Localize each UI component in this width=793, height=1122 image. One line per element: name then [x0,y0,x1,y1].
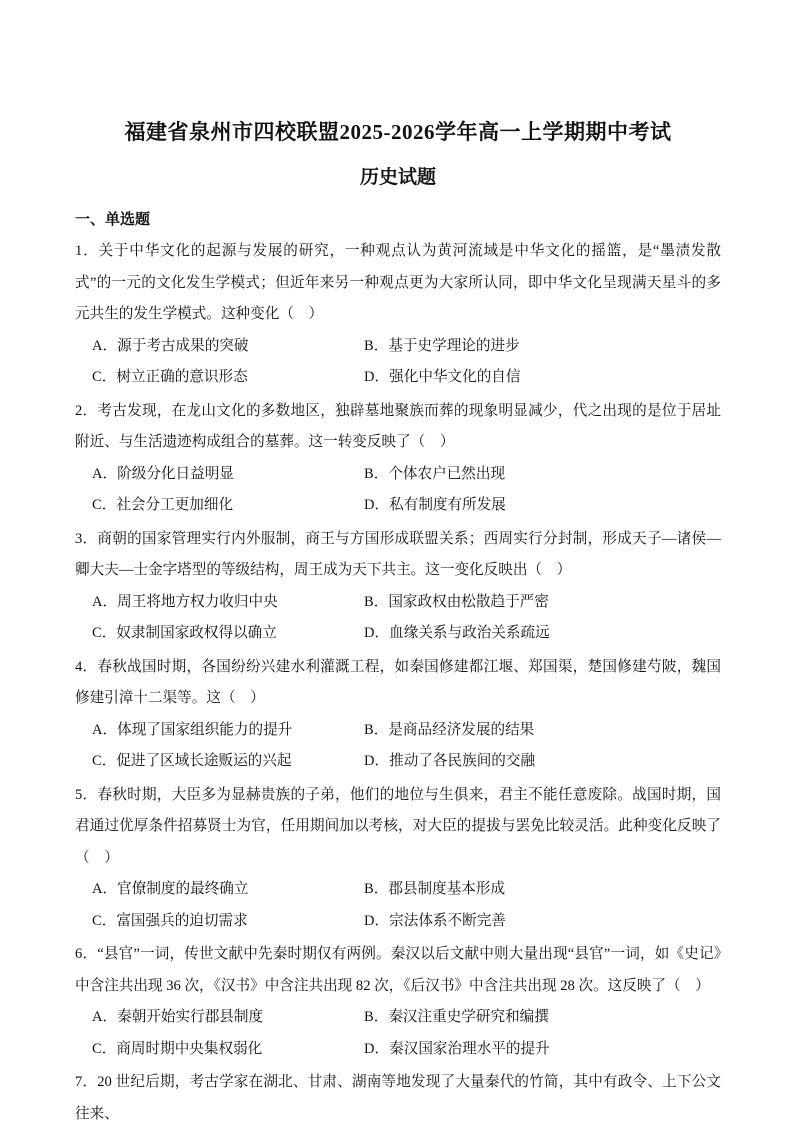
question-block-4 [75,652,721,778]
option-c: C．商周时期中央集权弱化 [92,1040,263,1057]
option-d: D．宗法体系不断完善 [364,912,506,929]
option-a: A．体现了国家组织能力的提升 [92,721,293,738]
question-stem: 2．考古发现，在龙山文化的多数地区，独辟墓地聚族而葬的现象明显减少，代之出现的是位于居址附近、与生活遗迹构成组合的墓葬。这一转变反映了（ ） [75,402,721,450]
option-c: C．奴隶制国家政权得以确立 [92,625,277,641]
question-block-2 [75,396,721,522]
option-a: A．秦朝开始实行郡县制度 [92,1009,264,1025]
question-options [75,459,721,522]
option-d: D．秦汉国家治理水平的提升 [364,1040,550,1057]
question-options [75,874,721,937]
question-stem: 6．“县官”一词，传世文献中先秦时期仅有两例。秦汉以后文献中则大量出现“县官”一词，如《史记》中含注共出现 36 次，《汉书》中含注共出现 82 次，《后汉书》中含注共出现 28 次。这反映了（ ） [75,946,721,994]
question-stem: 4．春秋战国时期，各国纷纷兴建水利灌溉工程，如秦国修建都江堰、郑国渠，楚国修建芍陂，魏国修建引漳十二渠等。这（ ） [75,658,721,706]
option-b: B．是商品经济发展的结果 [364,721,535,738]
question-block-6 [75,939,721,1065]
option-d: D．推动了各民族间的交融 [364,753,536,769]
question-block-1 [75,236,721,394]
document-title: 福建省泉州市四校联盟2025-2026学年高一上学期期中考试 [124,120,672,144]
option-d: D．血缘关系与政治关系疏远 [364,625,550,641]
option-b: B．个体农户已然出现 [364,465,506,482]
question-stem: 7．20 世纪后期，考古学家在湖北、甘肃、湖南等地发现了大量秦代的竹简，其中有政令、上下公文往来、 [75,1074,721,1122]
option-d: D．强化中华文化的自信 [364,369,521,385]
question-options [75,331,721,394]
question-options [75,1002,721,1065]
question-block-3 [75,524,721,650]
question-stem: 5．春秋时期，大臣多为显赫贵族的子弟，他们的地位与生俱来，君主不能任意废除。战国时期，国君通过优厚条件招募贤士为官，任用期间加以考核，对大臣的提拔与罢免比较灵活。此种变化反映了（ ） [75,786,721,866]
option-b: B．秦汉注重史学研究和编撰 [364,1009,549,1025]
question-stem: 1．关于中华文化的起源与发展的研究，一种观点认为黄河流域是中华文化的摇篮，是“墨渍发散式”的一元的文化发生学模式；但近年来另一种观点更为大家所认同，即中华文化呈现满天星斗的多元共生的发生学模式。这种变化（ ） [75,243,721,322]
question-options [75,715,721,778]
option-b: B．基于史学理论的进步 [364,337,520,354]
option-c: C．社会分工更加细化 [92,497,234,513]
option-b: B．国家政权由松散趋于严密 [364,593,549,610]
option-c: C．促进了区域长途贩运的兴起 [92,753,292,769]
option-a: A．源于考古成果的突破 [92,337,249,354]
option-a: A．周王将地方权力收归中央 [92,593,278,610]
question-stem: 3．商朝的国家管理实行内外服制，商王与方国形成联盟关系；西周实行分封制，形成天子—诸侯—卿大夫—士金字塔型的等级结构，周王成为天下共主。这一变化反映出（ ） [75,530,721,578]
option-c: C．富国强兵的迫切需求 [92,912,248,929]
section-heading: 一、单选题 [75,212,151,228]
option-a: A．官僚制度的最终确立 [92,881,249,897]
question-block-5 [75,780,721,938]
question-options [75,587,721,650]
question-block-7 [75,1067,721,1122]
option-d: D．私有制度有所发展 [364,497,506,513]
option-a: A．阶级分化日益明显 [92,465,234,482]
document-subtitle: 历史试题 [359,167,436,188]
option-b: B．郡县制度基本形成 [364,881,506,897]
option-c: C．树立正确的意识形态 [92,369,248,385]
